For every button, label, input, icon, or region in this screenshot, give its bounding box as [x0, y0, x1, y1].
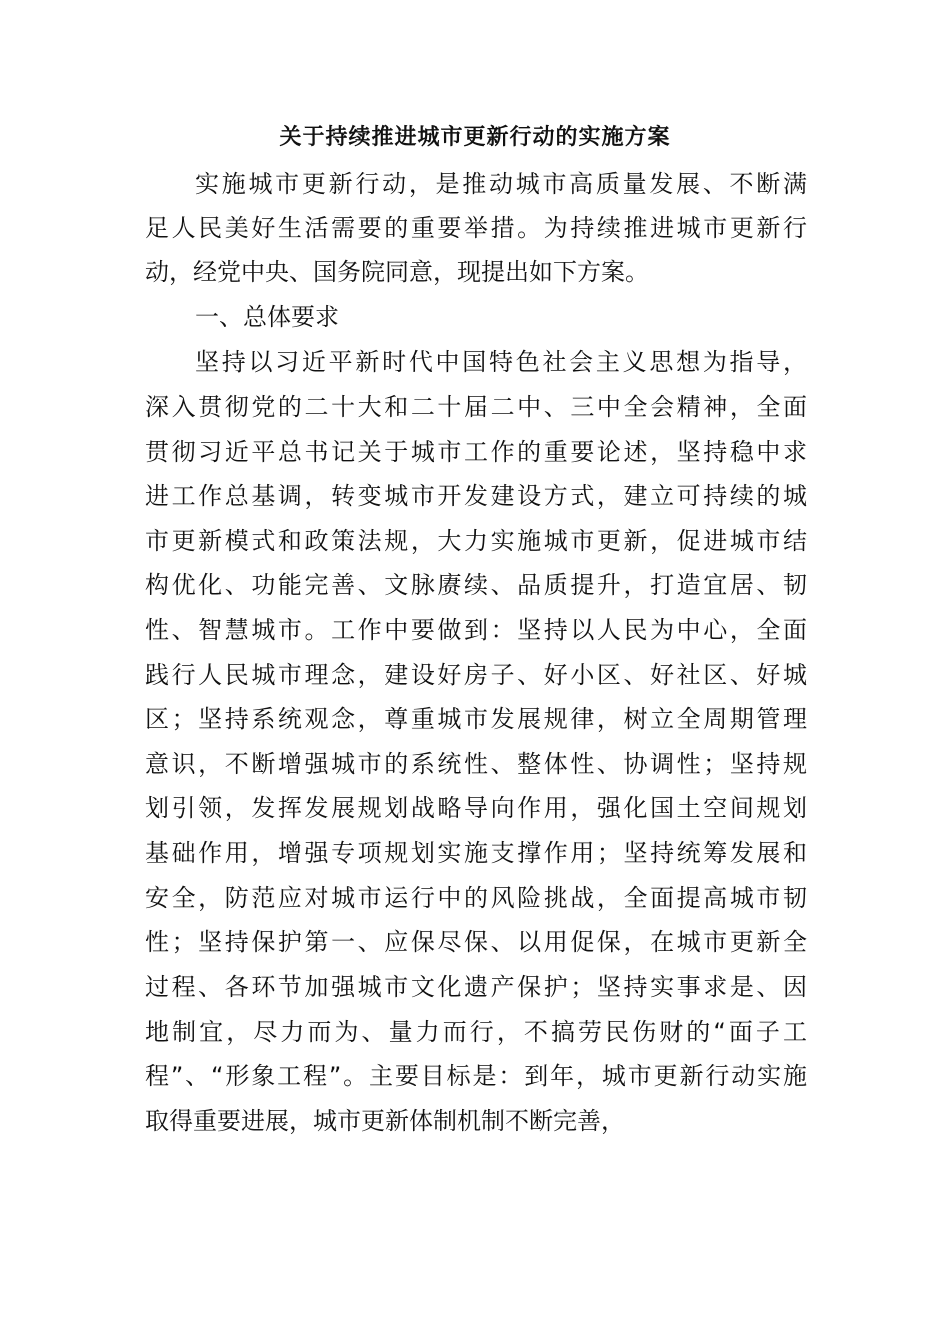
paragraph-line: 取得重要进展，城市更新体制机制不断完善，	[145, 1107, 625, 1135]
paragraph-line: 区；坚持系统观念，尊重城市发展规律，树立全周期管理	[145, 705, 807, 733]
paragraph-line: 足人民美好生活需要的重要举措。为持续推进城市更新行	[145, 214, 807, 242]
section-heading: 一、总体要求	[195, 303, 339, 331]
paragraph-line: 坚持以习近平新时代中国特色社会主义思想为指导，	[195, 348, 807, 376]
paragraph-line: 性、智慧城市。工作中要做到：坚持以人民为中心，全面	[145, 616, 807, 644]
paragraph-line: 基础作用，增强专项规划实施支撑作用；坚持统筹发展和	[145, 839, 807, 867]
paragraph-line: 动，经党中央、国务院同意，现提出如下方案。	[145, 258, 649, 286]
paragraph-line: 程”、“形象工程”。主要目标是：到年，城市更新行动实施	[145, 1062, 807, 1090]
paragraph-line: 实施城市更新行动，是推动城市高质量发展、不断满	[195, 170, 807, 198]
paragraph-line: 过程、各环节加强城市文化遗产保护；坚持实事求是、因	[145, 973, 807, 1001]
paragraph-line: 划引领，发挥发展规划战略导向作用，强化国土空间规划	[145, 794, 807, 822]
paragraph-line: 进工作总基调，转变城市开发建设方式，建立可持续的城	[145, 482, 807, 510]
paragraph-line: 践行人民城市理念，建设好房子、好小区、好社区、好城	[145, 661, 807, 689]
paragraph-line: 深入贯彻党的二十大和二十届二中、三中全会精神，全面	[145, 393, 807, 421]
paragraph-line: 地制宜，尽力而为、量力而行，不搞劳民伤财的“面子工	[145, 1018, 807, 1046]
paragraph-line: 安全，防范应对城市运行中的风险挑战，全面提高城市韧	[145, 884, 807, 912]
paragraph-line: 构优化、功能完善、文脉赓续、品质提升，打造宜居、韧	[145, 571, 807, 599]
paragraph-line: 性；坚持保护第一、应保尽保、以用促保，在城市更新全	[145, 928, 807, 956]
document-title: 关于持续推进城市更新行动的实施方案	[279, 125, 671, 150]
paragraph-line: 意识，不断增强城市的系统性、整体性、协调性；坚持规	[145, 750, 807, 778]
paragraph-line: 市更新模式和政策法规，大力实施城市更新，促进城市结	[145, 527, 807, 555]
paragraph-line: 贯彻习近平总书记关于城市工作的重要论述，坚持稳中求	[145, 438, 807, 466]
